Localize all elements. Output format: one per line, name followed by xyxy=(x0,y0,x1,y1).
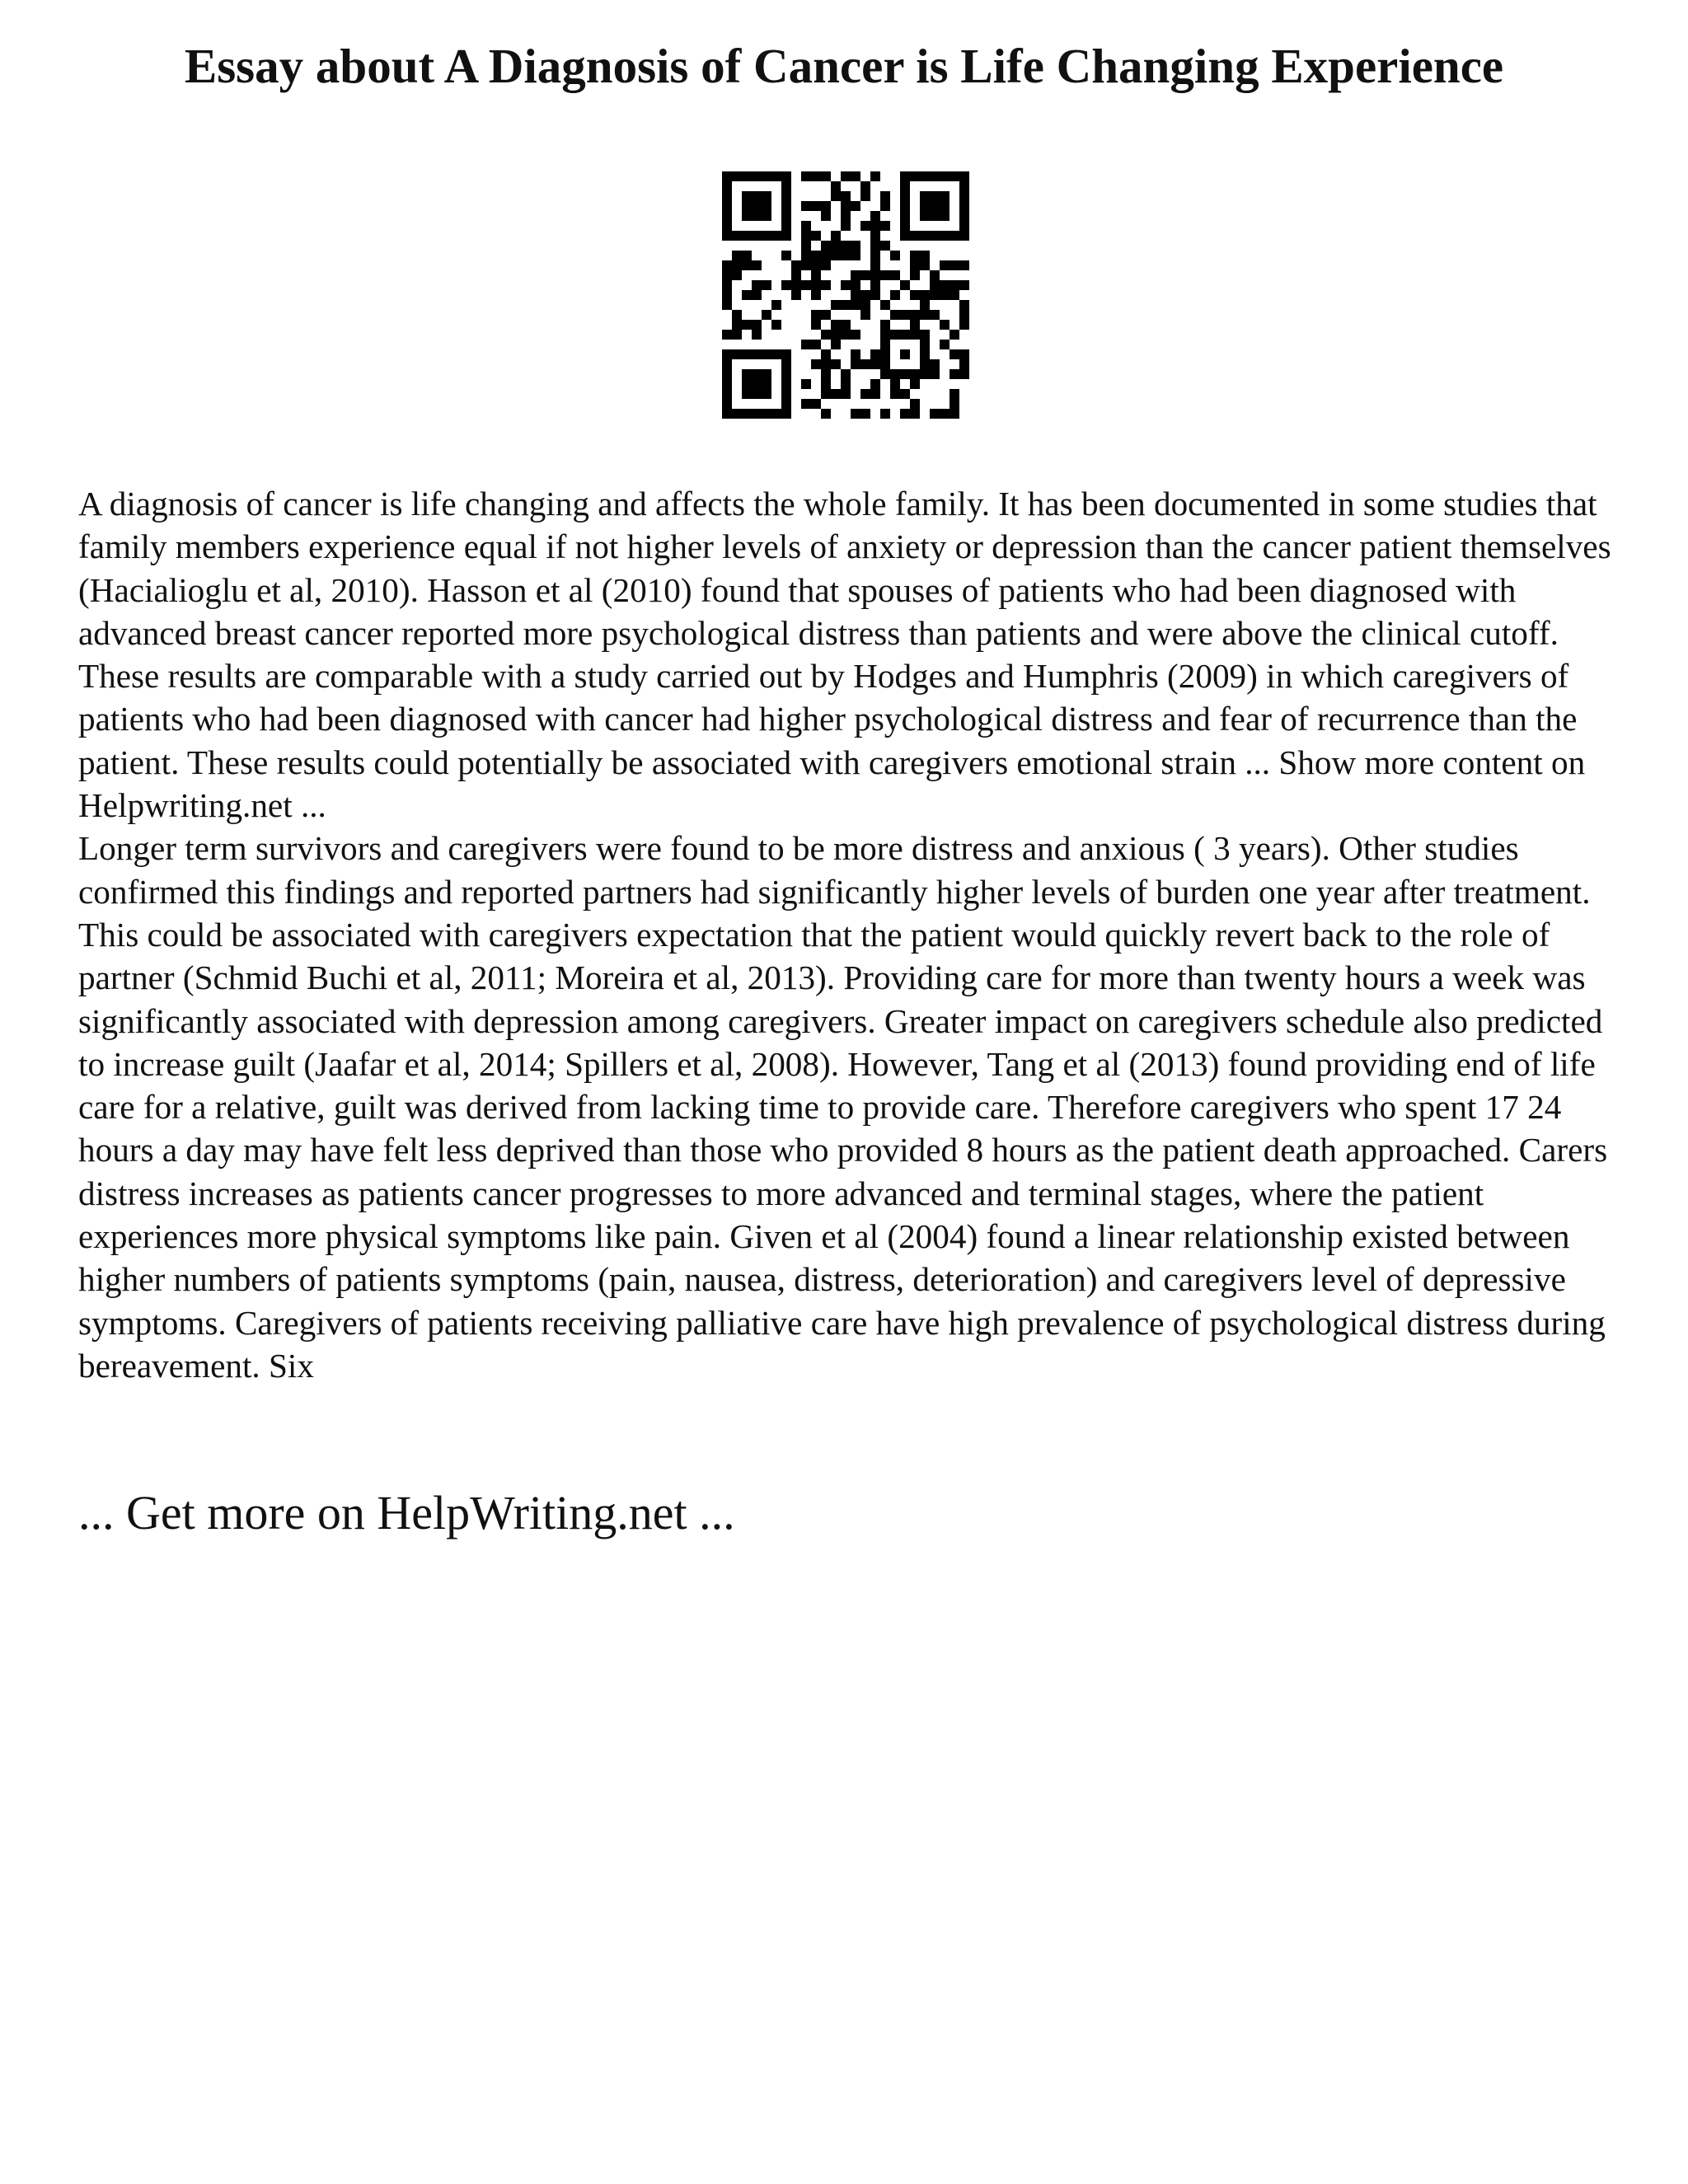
page-title: Essay about A Diagnosis of Cancer is Life Changing Experience xyxy=(184,39,1504,93)
get-more-link[interactable]: ... Get more on HelpWriting.net ... xyxy=(78,1486,735,1540)
essay-body xyxy=(78,482,1628,1387)
essay-paragraph-1: A diagnosis of cancer is life changing and affects the whole family. It has been documented in some studies that family members experience equal if not higher levels of anxiety or depression than the cancer patient themselves (Hacialioglu et al, 2010). Hasson et al (2010) found that spouses of patients who had been diagnosed with advanced breast cancer reported more psychological distress than patients and were above the clinical cutoff. These results are comparable with a study carried out by Hodges and Humphris (2009) in which caregivers of patients who had been diagnosed with cancer had higher psychological distress and fear of recurrence than the patient. These results could potentially be associated with caregivers emotional strain ... Show more content on Helpwriting.net ... xyxy=(78,485,1611,825)
essay-paragraph-2: Longer term survivors and caregivers were found to be more distress and anxious ( 3 years). Other studies confirmed this findings and reported partners had significantly higher levels of burden one year after treatment. This could be associated with caregivers expectation that the patient would quickly revert back to the role of partner (Schmid Buchi et al, 2011; Moreira et al, 2013). Providing care for more than twenty hours a week was significantly associated with depression among caregivers. Greater impact on caregivers schedule also predicted to increase guilt (Jaafar et al, 2014; Spillers et al, 2008). However, Tang et al (2013) found providing end of life care for a relative, guilt was derived from lacking time to provide care. Therefore caregivers who spent 17 24 hours a day may have felt less deprived than those who provided 8 hours as the patient death approached. Carers distress increases as patients cancer progresses to more advanced and terminal stages, where the patient experiences more physical symptoms like pain. Given et al (2004) found a linear relationship existed between higher numbers of patients symptoms (pain, nausea, distress, deterioration) and caregivers level of depressive symptoms. Caregivers of patients receiving palliative care have high prevalence of psychological distress during bereavement. Six xyxy=(78,829,1608,1385)
qr-code-icon xyxy=(722,171,969,419)
